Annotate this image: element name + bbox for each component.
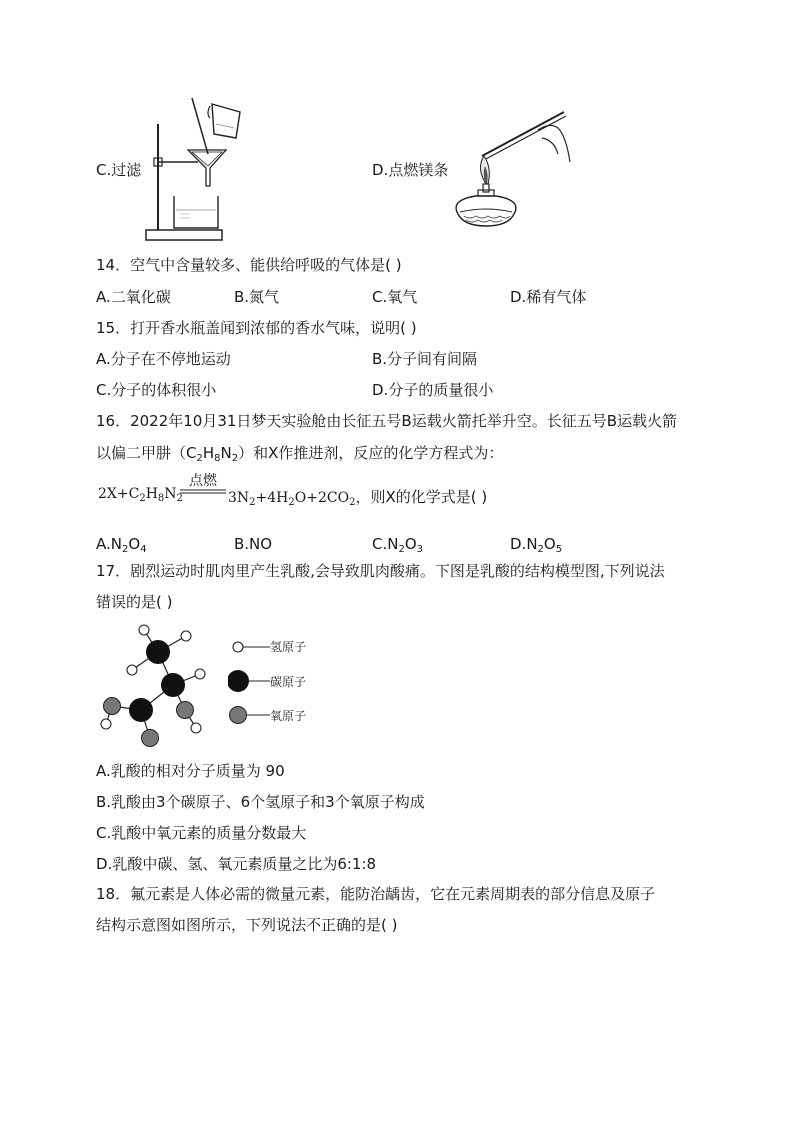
burning-magnesium-figure bbox=[446, 104, 576, 230]
q17-option-d: D.乳酸中碳、氢、氧元素质量之比为6:1:8 bbox=[96, 855, 377, 873]
q17-option-c: C.乳酸中氧元素的质量分数最大 bbox=[96, 824, 307, 842]
molecule-legend bbox=[228, 633, 338, 733]
q16-option-a: $A.N_2O_4$ bbox=[96, 535, 147, 555]
q15-option-a: A.分子在不停地运动 bbox=[96, 350, 231, 368]
q16-option-d: $D.N_2O_5$ bbox=[510, 535, 563, 555]
q14-option-a: A.二氧化碳 bbox=[96, 288, 171, 306]
q17-option-a: A.乳酸的相对分子质量为 90 bbox=[96, 762, 285, 780]
legend-oxygen-atom: 氧原子 bbox=[270, 709, 307, 723]
q14-option-c: C.氧气 bbox=[372, 288, 418, 306]
question-15-stem: 15．打开香水瓶盖闻到浓郁的香水气味，说明( ) bbox=[96, 319, 417, 337]
q15-option-b: B.分子间有间隔 bbox=[372, 350, 478, 368]
question-17-stem-line2: 错误的是( ) bbox=[96, 593, 173, 611]
legend-carbon-atom: 碳原子 bbox=[270, 675, 307, 689]
question-14-stem: 14．空气中含量较多、能供给呼吸的气体是( ) bbox=[96, 256, 402, 274]
question-16-stem-line2: 以偏二甲肼$(C_2H_8N_2)$和X作推进剂，反应的化学方程式为： bbox=[96, 444, 504, 464]
q17-option-b: B.乳酸由3个碳原子、6个氢原子和3个氧原子构成 bbox=[96, 793, 425, 811]
question-18-stem-line2: 结构示意图如图所示，下列说法不正确的是( ) bbox=[96, 916, 398, 934]
reaction-arrow-equals bbox=[180, 488, 226, 496]
q15-option-d: D.分子的质量很小 bbox=[372, 381, 494, 399]
legend-hydrogen-atom: 氢原子 bbox=[270, 640, 307, 654]
reaction-condition: 点燃 bbox=[189, 473, 217, 489]
q16-option-c: $C.N_2O_3$ bbox=[372, 535, 424, 555]
question-17-stem-line1: 17．剧烈运动时肌肉里产生乳酸,会导致肌肉酸痛。下图是乳酸的结构模型图,下列说法 bbox=[96, 562, 665, 580]
option-d-burning-magnesium: D.点燃镁条 bbox=[372, 161, 449, 179]
q15-option-c: C.分子的体积很小 bbox=[96, 381, 217, 399]
filtration-apparatus-figure bbox=[140, 94, 252, 244]
question-18-stem-line1: 18．氟元素是人体必需的微量元素，能防治龋齿，它在元素周期表的部分信息及原子 bbox=[96, 885, 656, 903]
question-16-stem-line1: 16．2022年10月31日梦天实验舱由长征五号B运载火箭托举升空。长征五号B运载火箭 bbox=[96, 412, 678, 430]
lactic-acid-molecule-model bbox=[96, 618, 226, 750]
legend-symbols bbox=[228, 633, 272, 733]
option-c-filtration: C.过滤 bbox=[96, 161, 142, 179]
q14-option-d: D.稀有气体 bbox=[510, 288, 587, 306]
q16-option-b: B.NO bbox=[234, 535, 273, 553]
q14-option-b: B.氮气 bbox=[234, 288, 280, 306]
